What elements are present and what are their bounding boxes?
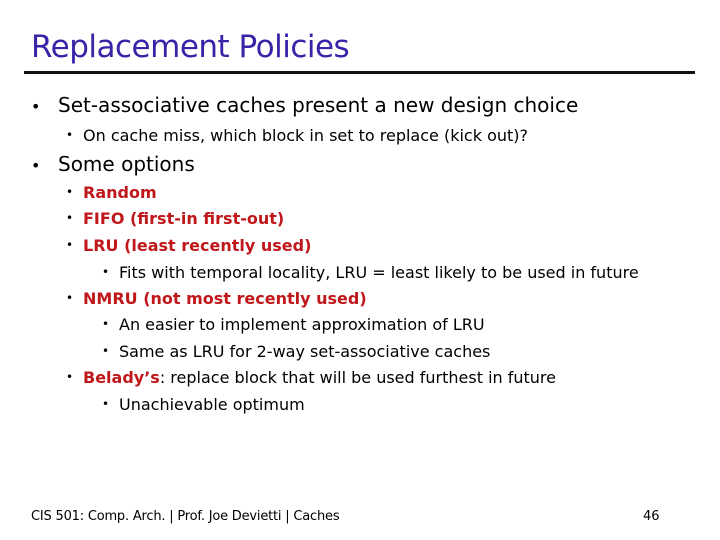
slide-footer — [31, 508, 339, 526]
slide-title: Replacement Policies — [31, 29, 350, 65]
sub-bullet-cache-miss — [66, 125, 528, 146]
bullet-dot: • — [66, 128, 74, 142]
title-underline — [24, 71, 695, 74]
page-number: 46 — [643, 509, 660, 524]
option-label: Belady’s — [83, 368, 160, 387]
bullet-dot: • — [102, 317, 110, 331]
bullet-set-associative — [31, 93, 578, 119]
footer-topic: Caches — [293, 509, 340, 524]
footer-course: CIS 501: Comp. Arch. — [31, 509, 166, 524]
option-label: FIFO (first-in first-out) — [83, 209, 285, 228]
option-label: LRU (least recently used) — [83, 236, 312, 255]
footer-separator: | — [285, 509, 290, 524]
nmru-note-2 — [102, 341, 490, 362]
bullet-some-options — [31, 152, 195, 178]
bullet-dot: • — [66, 185, 74, 199]
bullet-text: Fits with temporal locality, LRU = least likely to be used in future — [119, 263, 639, 282]
bullet-text: Some options — [58, 152, 195, 176]
bullet-text: : replace block that will be used furthest in future — [159, 368, 556, 387]
lru-note — [102, 262, 639, 283]
bullet-text: Unachievable optimum — [119, 395, 305, 414]
bullet-dot: • — [102, 265, 110, 279]
bullet-dot: • — [66, 238, 74, 252]
nmru-note-1 — [102, 314, 485, 335]
option-random — [66, 182, 157, 203]
belady-note — [102, 394, 305, 415]
bullet-dot: • — [66, 370, 74, 384]
bullet-dot: • — [102, 397, 110, 411]
bullet-dot: • — [31, 156, 41, 175]
option-belady — [66, 367, 556, 388]
option-fifo — [66, 208, 284, 229]
bullet-text: An easier to implement approximation of LRU — [119, 315, 485, 334]
bullet-dot: • — [31, 97, 41, 116]
option-label: Random — [83, 183, 157, 202]
footer-separator: | — [169, 509, 174, 524]
bullet-dot: • — [66, 211, 74, 225]
bullet-text: On cache miss, which block in set to replace (kick out)? — [83, 126, 528, 145]
footer-instructor: Prof. Joe Devietti — [177, 509, 282, 524]
option-label: NMRU (not most recently used) — [83, 289, 367, 308]
option-nmru — [66, 288, 367, 309]
bullet-dot: • — [66, 291, 74, 305]
bullet-dot: • — [102, 344, 110, 358]
bullet-text: Set-associative caches present a new design choice — [58, 93, 579, 117]
option-lru — [66, 235, 311, 256]
bullet-text: Same as LRU for 2-way set-associative caches — [119, 342, 491, 361]
